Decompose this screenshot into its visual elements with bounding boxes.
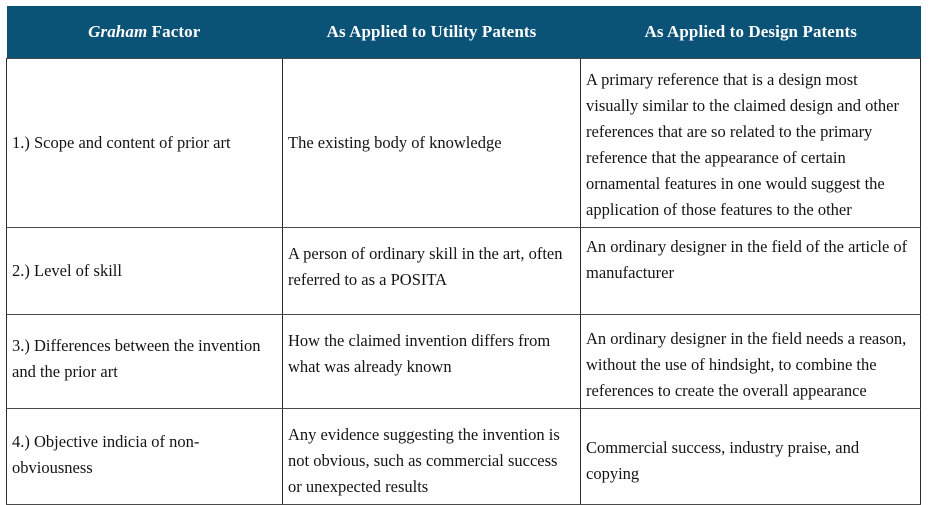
header-row	[7, 6, 921, 58]
cell-design-2: An ordinary designer in the field of the article of manufacturer	[581, 227, 921, 314]
column-header-graham-rest: Factor	[147, 21, 201, 41]
cell-factor-4: 4.) Objective indicia of non-obviousness	[7, 409, 283, 505]
column-header-utility-patents: As Applied to Utility Patents	[283, 6, 581, 58]
cell-factor-2: 2.) Level of skill	[7, 227, 283, 314]
column-header-graham-emphasis: Graham	[88, 21, 148, 41]
cell-utility-2: A person of ordinary skill in the art, often referred to as a POSITA	[283, 227, 581, 314]
cell-factor-3: 3.) Differences between the invention and the prior art	[7, 314, 283, 408]
cell-design-4: Commercial success, industry praise, and copying	[581, 409, 921, 505]
table-header	[7, 6, 921, 58]
cell-utility-3: How the claimed invention differs from what was already known	[283, 314, 581, 408]
cell-design-3: An ordinary designer in the field needs a reason, without the use of hindsight, to combine the references to create the overall appearance	[581, 314, 921, 408]
graham-factor-table-container	[6, 6, 920, 497]
graham-factor-table	[6, 6, 921, 505]
cell-utility-4: Any evidence suggesting the invention is not obvious, such as commercial success or unexpected results	[283, 409, 581, 505]
column-header-graham-factor	[7, 6, 283, 58]
table-row	[7, 409, 921, 505]
cell-factor-1: 1.) Scope and content of prior art	[7, 58, 283, 227]
table-body	[7, 58, 921, 505]
table-row	[7, 227, 921, 314]
cell-utility-1: The existing body of knowledge	[283, 58, 581, 227]
cell-design-1: A primary reference that is a design most visually similar to the claimed design and other references that are so related to the primary reference that the appearance of certain ornamental features in one would suggest the application of those features to the other	[581, 58, 921, 227]
column-header-design-patents: As Applied to Design Patents	[581, 6, 921, 58]
table-row	[7, 58, 921, 227]
table-row	[7, 314, 921, 408]
